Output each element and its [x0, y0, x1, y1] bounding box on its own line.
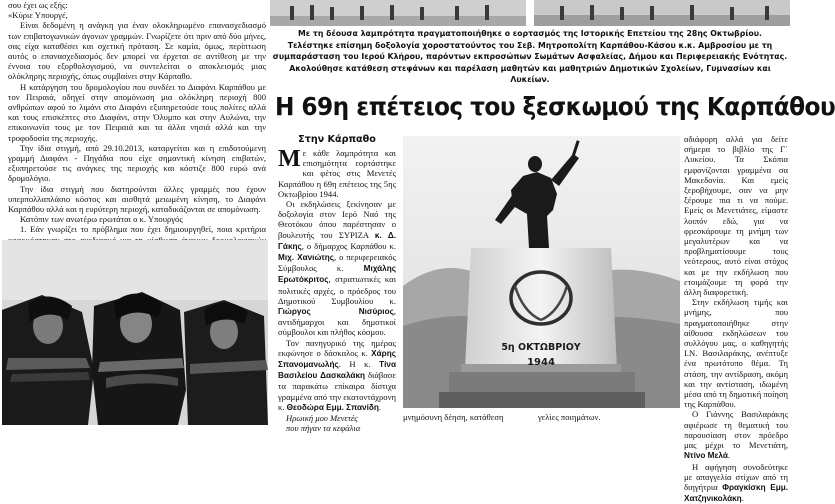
caption-line: Τελέστηκε επίσημη δοξολογία χοροστατούντος του Σεβ. Μητροπολίτη Καρπάθου-Κάσου κ.κ. Αμβροσίου με τη συμπαράσταση του Ιερού Κλήρου, παρόντων εκπροσώπων Σωμάτων Ασφαλείας, Δήμου και Περιφερειακής Ενότητας.	[272, 40, 788, 63]
person-name: Φραγκίσκη Εμμ. Χατζηνικολάκη	[684, 483, 788, 503]
text-run: , αντιδήμαρχοι και δημοτικοί σύμβουλοι και πλήθος κόσμου.	[278, 306, 396, 337]
lead-text: ε κάθε λαμπρότητα και επισημότητα εορτάστηκε και φέτος στις Μενετές Καρπάθου η 69η επέτειος της 5ης Οκτωβρίου 1944.	[278, 148, 396, 199]
left-paragraph: 1. Εάν γνωρίζει το πρόβλημα που έχει δημιουργηθεί, ποια κριτήρια	[8, 224, 266, 275]
person-name: Γιώργος Νισύριος	[278, 307, 394, 316]
traditional-dress-photo	[2, 240, 268, 425]
middle-article-column	[278, 134, 396, 425]
parade-photos-strip	[270, 0, 790, 26]
left-article-column	[0, 0, 270, 425]
person-name: Χάρης Σπανομανωλής	[278, 349, 396, 369]
plaque-line-2: 1944	[527, 357, 555, 368]
under-photo-text	[403, 411, 680, 425]
text-run: . Η κ.	[339, 359, 379, 369]
person-name: Μιχ. Χανιώτης	[278, 253, 334, 262]
left-paragraph: Κατόπιν των ανωτέρω ερωτάται ο κ. Υπουργός	[8, 214, 266, 224]
caption-line: Με τη δέουσα λαμπρότητα πραγματοποιήθηκε ο εορτασμός της Ιστορικής Επετείου της 28ης Οκτωβρίου.	[272, 28, 788, 40]
plaque-line-1: 5η ΟΚΤΩΒΡΙΟΥ	[501, 342, 580, 353]
text-run: .	[379, 402, 381, 412]
person-name: Τίνα Βασιλείου Δασκαλάκη	[278, 360, 396, 380]
section-heading: Στην Κάρπαθο	[278, 134, 396, 146]
left-paragraph: Η κατάργηση του δρομολογίου που συνδέει το Διαφάνι Καρπάθου με τον Πειραιά, οδηγεί στην απομόνωση μια ολόκληρη περιοχή 800 ανθρώπων αφού το λιμάνι στο Διαφάνι εξυπηρετούσε τους πολίτες αλλά και τους επισκέπτες στο Διαφάνι, στην Όλυμπο και στην Αυλώνα, την επικοινωνία τους με τον Πειραιά και τα άλλα νησιά αλλά και την τροφοδοσία της περιοχής.	[8, 82, 266, 143]
text-run: , ο περιφερειακός Σύμβουλος κ.	[278, 252, 396, 273]
verse-line: που πήγαν τα κεφάλια	[278, 423, 396, 433]
text-run: , στρατιωτικές και πολιτικές αρχές, ο πρόεδρος του Δημοτικού Συμβουλίου κ.	[278, 274, 396, 305]
text-run: .	[728, 450, 730, 460]
left-paragraph: Την ίδια στιγμή που διατηρούνται άλλες γραμμές που έχουν υπερπολλαπλάσιο κόστος και αισθητά μειωμένη κίνηση, το Διαφάνι Καρπάθου αλλά και η ευρύτερη περιοχή, καταδικάζονται σε απομόνωση.	[8, 184, 266, 215]
left-paragraph: σου έχει ως εξής:	[8, 0, 266, 10]
text-run: Η αφήγηση συνοδεύτηκε με απαγγελία στίχων από τη διηγήτρια	[684, 462, 788, 492]
article-paragraph	[684, 409, 788, 461]
article-paragraph	[278, 199, 396, 338]
left-paragraph: Είναι δεδομένη η ανάγκη για έναν ολοκληρωμένο επανασχεδιασμό των επιβατογωνικών άγονων γραμμών. Γνωρίζετε ότι πριν από δύο μήνες, σας είχα καταθέσει και σχετική πρόταση. Σε καμία, όμως, περίπτωση αυτός ο επανασχεδιασμός δεν μπορεί να έρχεται σε αντίθεση με την έννοια του εξορθολογισμού, να συντελείται ο αποκλεισμός μιας ολόκληρης περιοχής, όπως συμβαίνει στην Κάρπαθο.	[8, 20, 266, 81]
person-name: Θεοδώρα Εμμ. Σπανίδη	[287, 403, 379, 412]
photo-caption	[272, 28, 788, 86]
under-photo-right: γελίες ποιημάτων.	[538, 412, 601, 422]
text-run: Τον πανηγυρικό της ημέρας εκφώνησε ο δάσκαλος κ.	[278, 338, 396, 358]
text-run: .	[742, 493, 744, 503]
text-run: Οι εκδηλώσεις ξεκίνησαν με δοξολογία στον Ιερό Ναό της Θεοτόκου όπου παρέστησαν ο βουλευτής του ΣΥΡΙΖΑ	[278, 199, 396, 240]
monument-photo	[403, 136, 680, 408]
person-name: Ντίνο Μελά	[684, 451, 728, 460]
person-name: κ. Δ. Γάκης	[278, 231, 396, 251]
left-article-text	[8, 0, 266, 275]
person-name: Μιχάλης Ερωτόκριτος	[278, 264, 396, 284]
article-headline: Η 69η επέτειος του ξεσκωμού της Καρπάθου	[275, 92, 751, 122]
article-paragraph	[278, 338, 396, 413]
under-photo-left: μνημόσυνη δέηση, κατάθεση	[403, 412, 503, 422]
article-paragraph: Στην εκδήλωση τιμής και μνήμης, που πραγματοποιήθηκε στην αίθουσα εκδηλώσεων του συλλόγου μας, ο καθηγητής Ι.Ν. Βασιλαράκης, ανέπτυξε ένα πρωτότυπο θέμα. Τη στάση, την αντίδραση, ακόμη και την αντίσταση, ιδωμένη μέσα από τη δημοτική ποίηση της Καρπάθου.	[684, 297, 788, 409]
article-paragraph	[684, 462, 788, 504]
middle-article-text	[278, 148, 396, 433]
text-run: διάβασε τα παρακάτω επίκαιρα δίστιχα γραμμένα από την εκατοντάχρονη κ.	[278, 370, 396, 412]
text-run: , ο δήμαρχος Καρπάθου κ.	[302, 241, 396, 251]
text-run: Ο Γιάννης Βασιλαράκης αφιέρωσε τη θεματική του παρουσίαση στον πρόεδρο μας μέχρι το Μενετιάτη,	[684, 409, 788, 450]
left-paragraph: «Κύριε Υπουργέ,	[8, 10, 266, 20]
lead-paragraph	[278, 148, 396, 199]
right-article-column	[684, 134, 788, 425]
caption-line: Ακολούθησε κατάθεση στεφάνων και παρέλαση μαθητών και μαθητριών Δημοτικών Σχολείων, Γυμνασίων και Λυκείων.	[272, 63, 788, 86]
verse-line: Ηρωική μου Μενετές	[278, 413, 396, 423]
article-paragraph: αδιάφορη αλλά για δείτε σήμερα το βιβλίο της Γ΄ Λυκείου. Τα Σκόπια εμφανίζονται γραμμένα σα Μακεδονία. Και εμείς ξεροβήχουμε, σαν να μην ξέρουμε πια τι να πούμε. Εμείς οι Μενετιάτες, είμαστε λοιπόν εδώ, για να φρεσκάρουμε τη μνήμη των μεγαλυτέρων και να προβληματίσουμε τους νεότερους, αυτό είναι στόχος και με την εκδήλωση που ετοιμάζουμε τη φορά την άλλη διαφορετική.	[684, 134, 788, 297]
left-paragraph: Την ίδια στιγμή, από 29.10.2013, καταργείται και η επιδοτούμενη γραμμή Διαφάνι - Πηγάδια που είχε σημαντική κίνηση επιβατών, εξυπηρετούσε τις ανάγκες της περιοχής και κόστιζε 800 ευρώ ανά δρομολόγιο.	[8, 143, 266, 184]
drop-cap: Μ	[278, 149, 301, 169]
